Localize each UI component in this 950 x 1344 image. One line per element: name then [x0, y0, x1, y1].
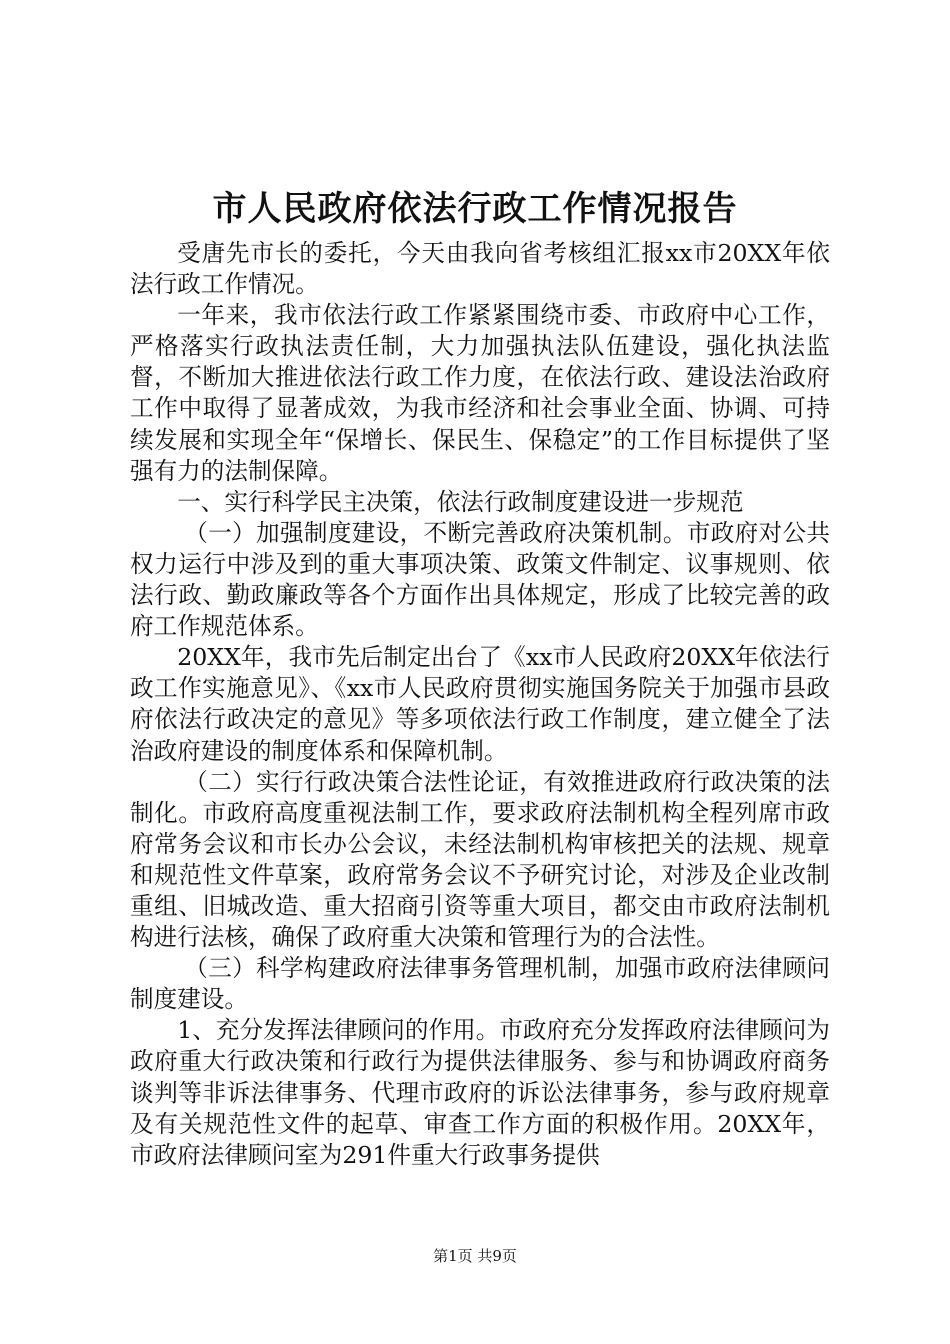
section-heading-1: 一、实行科学民主决策，依法行政制度建设进一步规范	[177, 487, 744, 516]
document-title: 市人民政府依法行政工作情况报告	[212, 189, 738, 229]
page-footer: 第1页 共9页	[433, 1247, 517, 1265]
paragraph-intro: 受唐先市长的委托，今天由我向省考核组汇报xx市20XX年依法行政工作情况。	[130, 239, 830, 299]
paragraph-legal-advisor: 1、充分发挥法律顾问的作用。市政府充分发挥政府法律顾问为政府重大行政决策和行政行为提供法律服务、参与和协调政府商务谈判等非诉法律事务、代理市政府的诉讼法律事务，参与政府规章及有关规范性文件的起草、审查工作方面的积极作用。20XX年，市政府法律顾问室为291件重大行政事务提供	[130, 1016, 830, 1169]
paragraph-regulations: 20XX年，我市先后制定出台了《xx市人民政府20XX年依法行政工作实施意见》、《xx市人民政府贯彻实施国务院关于加强市县政府依法行政决定的意见》等多项依法行政工作制度，建立健全了法治政府建设的制度体系和保障机制。	[130, 643, 830, 765]
document-body	[130, 238, 830, 1171]
paragraph-overview: 一年来，我市依法行政工作紧紧围绕市委、市政府中心工作，严格落实行政执法责任制，大力加强执法队伍建设，强化执法监督，不断加大推进依法行政工作力度，在依法行政、建设法治政府工作中取得了显著成效，为我市经济和社会事业全面、协调、可持续发展和实现全年“保增长、保民生、保稳定”的工作目标提供了坚强有力的法制保障。	[130, 301, 830, 485]
subsection-3: （三）科学构建政府法律事务管理机制，加强市政府法律顾问制度建设。	[130, 954, 830, 1014]
subsection-1: （一）加强制度建设，不断完善政府决策机制。市政府对公共权力运行中涉及到的重大事项决策、政策文件制定、议事规则、依法行政、勤政廉政等各个方面作出具体规定，形成了比较完善的政府工作规范体系。	[130, 518, 830, 641]
subsection-2: （二）实行行政决策合法性论证，有效推进政府行政决策的法制化。市政府高度重视法制工作，要求政府法制机构全程列席市政府常务会议和市长办公会议，未经法制机构审核把关的法规、规章和规范性文件草案，政府常务会议不予研究讨论，对涉及企业改制重组、旧城改造、重大招商引资等重大项目，都交由市政府法制机构进行法核，确保了政府重大决策和管理行为的合法性。	[130, 767, 830, 952]
